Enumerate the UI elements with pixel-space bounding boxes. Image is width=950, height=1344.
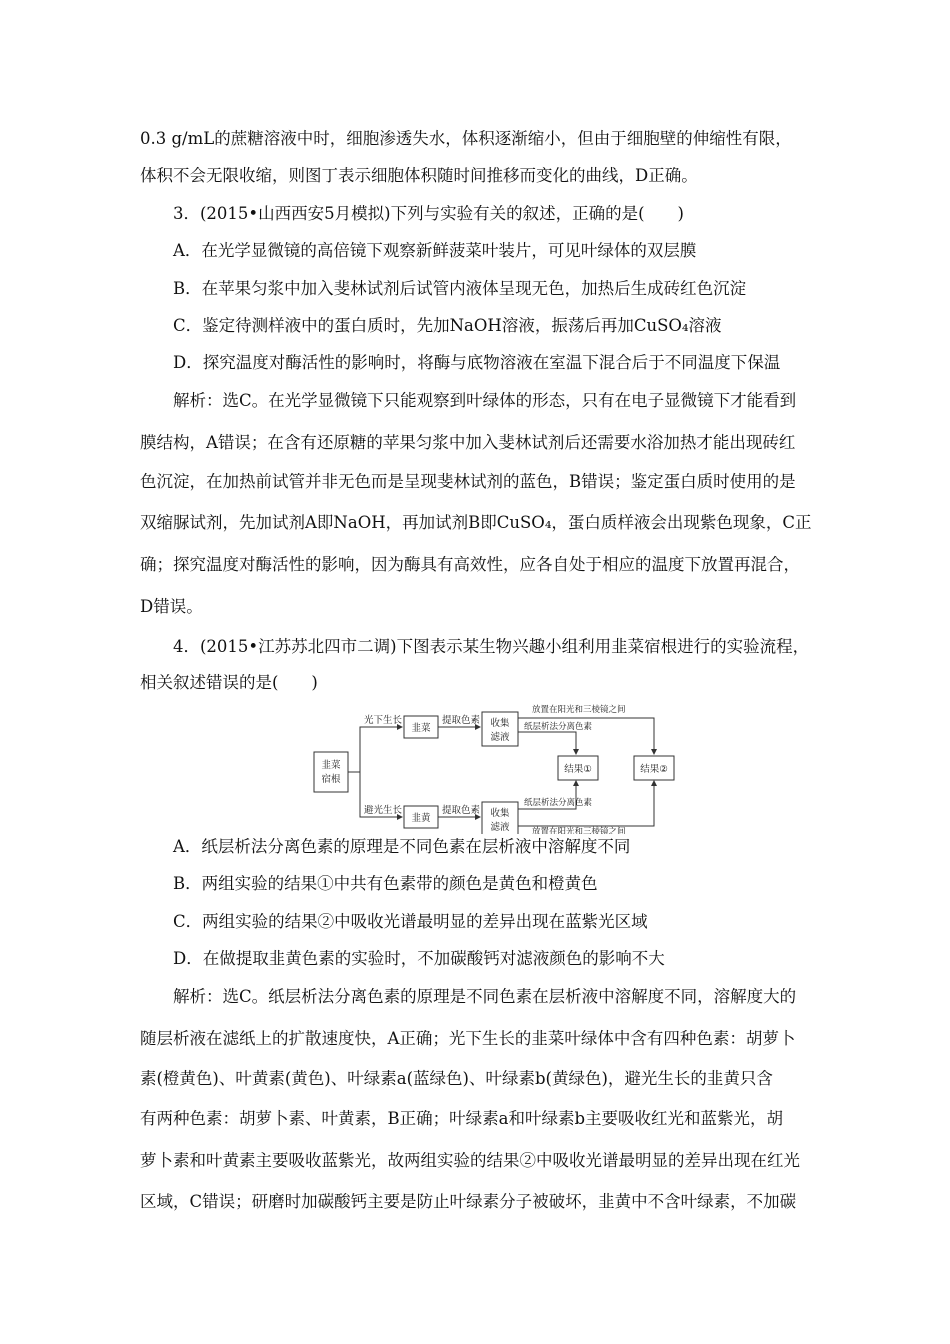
root-label: 宿根 [321,774,341,785]
result-1-label: 结果① [564,764,592,775]
question-4-stem: 4．(2015•江苏苏北四市二调)下图表示某生物兴趣小组利用韭菜宿根进行的实验流程， [173,637,810,656]
root-box [314,752,348,792]
question-3-option-a: A．在光学显微镜的高倍镜下观察新鲜菠菜叶装片，可见叶绿体的双层膜 [173,241,697,260]
node-label-bottom: 韭黄 [411,813,431,824]
question-4-option-b: B．两组实验的结果①中共有色素带的颜色是黄色和橙黄色 [173,874,598,893]
question-3-stem: 3．(2015•山西西安5月模拟)下列与实验有关的叙述，正确的是( ) [173,204,684,223]
collect-label-top: 滤液 [490,732,510,743]
prism-label-bottom: 放置在阳光和三棱镜之间 [532,827,626,834]
prism-label-top: 放置在阳光和三棱镜之间 [532,705,626,715]
question-4-option-a: A．纸层析法分离色素的原理是不同色素在层析液中溶解度不同 [173,837,631,856]
chromatography-label-top: 纸层析法分离色素 [524,722,593,732]
result-2-label: 结果② [640,764,668,775]
answer-4-line: 萝卜素和叶黄素主要吸收蓝紫光，故两组实验的结果②中吸收光谱最明显的差异出现在红光 [140,1151,800,1170]
root-label: 韭菜 [321,760,341,771]
question-3-option-b: B．在苹果匀浆中加入斐林试剂后试管内液体呈现无色，加热后生成砖红色沉淀 [173,279,747,298]
node-label-top: 韭菜 [411,723,431,734]
question-4-option-c: C．两组实验的结果②中吸收光谱最明显的差异出现在蓝紫光区域 [173,912,648,931]
answer-4-line: 解析：选C。纸层析法分离色素的原理是不同色素在层析液中溶解度不同，溶解度大的 [173,987,797,1006]
question-4-stem-cont: 相关叙述错误的是( ) [140,673,318,692]
extract-label-top: 提取色素 [442,715,481,726]
answer-4-line: 随层析液在滤纸上的扩散速度快，A正确；光下生长的韭菜叶绿体中含有四种色素：胡萝卜 [140,1029,796,1048]
experiment-flow-diagram [308,698,678,834]
answer-3-line: 确；探究温度对酶活性的影响，因为酶具有高效性，应各自处于相应的温度下放置再混合， [140,555,800,574]
collect-label-top: 收集 [490,718,510,729]
collect-label-bottom: 滤液 [490,822,510,833]
question-4-option-d: D．在做提取韭黄色素的实验时，不加碳酸钙对滤液颜色的影响不大 [173,949,665,968]
collect-label-bottom: 收集 [490,808,510,819]
branch-connector [348,727,402,772]
branch-label-top: 光下生长 [364,715,403,726]
answer-4-line: 有两种色素：胡萝卜素、叶黄素，B正确；叶绿素a和叶绿素b主要吸收红光和蓝紫光，胡 [140,1109,784,1128]
chromatography-label-bottom: 纸层析法分离色素 [524,798,593,808]
arrow [518,732,576,754]
branch-label-bottom: 避光生长 [364,805,403,816]
question-3-option-c: C．鉴定待测样液中的蛋白质时，先加NaOH溶液，振荡后再加CuSO₄溶液 [173,316,722,335]
question-3-option-d: D．探究温度对酶活性的影响时，将酶与底物溶液在室温下混合后于不同温度下保温 [173,353,781,372]
extract-label-bottom: 提取色素 [442,805,481,816]
paragraph-line: 体积不会无限收缩，则图丁表示细胞体积随时间推移而变化的曲线，D正确。 [140,166,698,185]
answer-4-line: 区域，C错误；研磨时加碳酸钙主要是防止叶绿素分子被破坏，韭黄中不含叶绿素，不加碳 [140,1192,797,1211]
answer-3-line: 双缩脲试剂，先加试剂A即NaOH，再加试剂B即CuSO₄，蛋白质样液会出现紫色现象，C正 [140,513,812,532]
answer-3-line: 解析：选C。在光学显微镜下只能观察到叶绿体的形态，只有在电子显微镜下才能看到 [173,391,797,410]
answer-4-line: 素(橙黄色)、叶黄素(黄色)、叶绿素a(蓝绿色)、叶绿素b(黄绿色)，避光生长的韭黄只含 [140,1069,773,1088]
answer-3-line: 膜结构，A错误；在含有还原糖的苹果匀浆中加入斐林试剂后还需要水浴加热才能出现砖红 [140,433,796,452]
paragraph-line: 0.3 g/mL的蔗糖溶液中时，细胞渗透失水，体积逐渐缩小，但由于细胞壁的伸缩性有限， [140,129,792,148]
answer-3-line: D错误。 [140,597,203,616]
answer-3-line: 色沉淀，在加热前试管并非无色而是呈现斐林试剂的蓝色，B错误；鉴定蛋白质时使用的是 [140,472,796,491]
